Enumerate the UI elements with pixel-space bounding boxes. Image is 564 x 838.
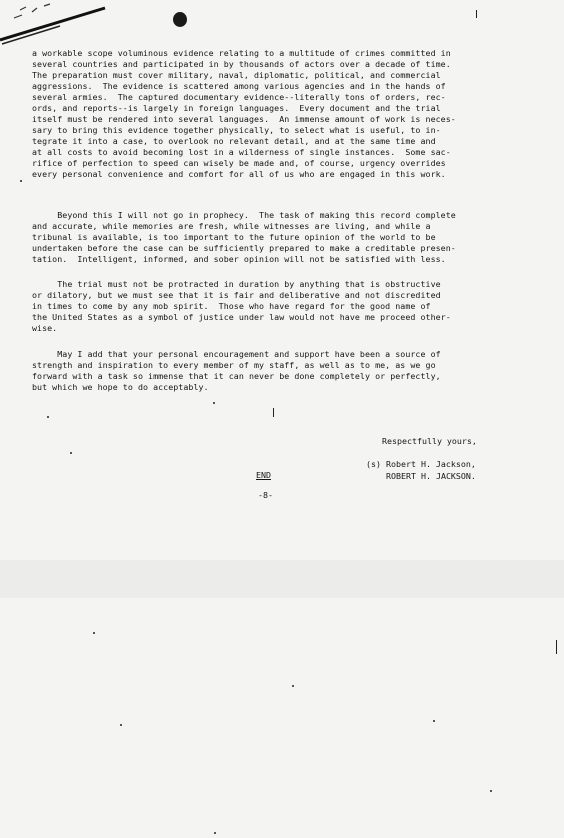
paragraph-3 [32,279,524,334]
scan-speck [47,416,49,418]
text-line: May I add that your personal encouragement and support have been a source of [32,349,441,359]
text-line: or dilatory, but we must see that it is fair and deliberative and not discredited [32,290,441,300]
scan-speck [20,180,22,182]
scan-speck [93,632,95,634]
text-line: strength and inspiration to every member of my staff, as well as to me, as we go [32,360,436,370]
scan-speck [273,408,274,417]
text-line: in times to come by any mob spirit. Those who have regard for the good name of [32,301,431,311]
closing-salutation: Respectfully yours, [382,436,477,446]
text-line: The preparation must cover military, naval, diplomatic, political, and commercial [32,70,441,80]
scan-speck [476,10,477,18]
text-line: every personal convenience and comfort for all of us who are engaged in this work. [32,169,446,179]
scan-speck [433,720,435,722]
text-line: wise. [32,323,58,333]
paragraph-2 [32,210,524,265]
corner-ink-mark [0,0,110,50]
text-line: itself must be rendered into several languages. An immense amount of work is neces- [32,114,456,124]
page-number: -8- [258,490,273,500]
end-marker: END [256,470,271,480]
text-line: but which we hope to do acceptably. [32,382,209,392]
punch-hole-mark [173,12,187,27]
paragraph-1 [32,48,524,180]
signature-line: (s) Robert H. Jackson, [366,459,476,469]
text-line: ords, and reports--is largely in foreign languages. Every document and the trial [32,103,441,113]
text-line: the United States as a symbol of justice under law would not have me proceed other- [32,312,451,322]
text-line: The trial must not be protracted in duration by anything that is obstructive [32,279,441,289]
text-line: at all costs to avoid becoming lost in a wilderness of single instances. Some sac- [32,147,451,157]
text-line: forward with a task so immense that it can never be done completely or perfectly, [32,371,441,381]
paragraph-4 [32,349,524,393]
scan-speck [490,790,492,792]
text-line: several armies. The captured documentary evidence--literally tons of orders, rec- [32,92,446,102]
scan-speck [120,724,122,726]
text-line: undertaken before the case can be sufficiently prepared to make a creditable presen- [32,243,456,253]
text-line: tegrate it into a case, to overlook no relevant detail, and at the same time and [32,136,436,146]
scan-smudge [0,560,564,598]
text-line: a workable scope voluminous evidence relating to a multitude of crimes committed in [32,48,451,58]
text-line: sary to bring this evidence together physically, to select what is useful, to in- [32,125,441,135]
scan-speck [556,640,557,654]
text-line: several countries and participated in by thousands of actors over a decade of time. [32,59,451,69]
signature-name: ROBERT H. JACKSON. [386,471,476,481]
text-line: tribunal is available, is too important to the future opinion of the world to be [32,232,436,242]
text-line: and accurate, while memories are fresh, while witnesses are living, and while a [32,221,431,231]
scan-speck [213,402,215,404]
text-line: tation. Intelligent, informed, and sober opinion will not be satisfied with less. [32,254,446,264]
text-line: rifice of perfection to speed can wisely be made and, of course, urgency overrides [32,158,446,168]
scan-speck [292,685,294,687]
text-line: Beyond this I will not go in prophecy. The task of making this record complete [32,210,456,220]
scan-speck [70,452,72,454]
text-line: aggressions. The evidence is scattered among various agencies and in the hands of [32,81,446,91]
scan-speck [214,832,216,834]
